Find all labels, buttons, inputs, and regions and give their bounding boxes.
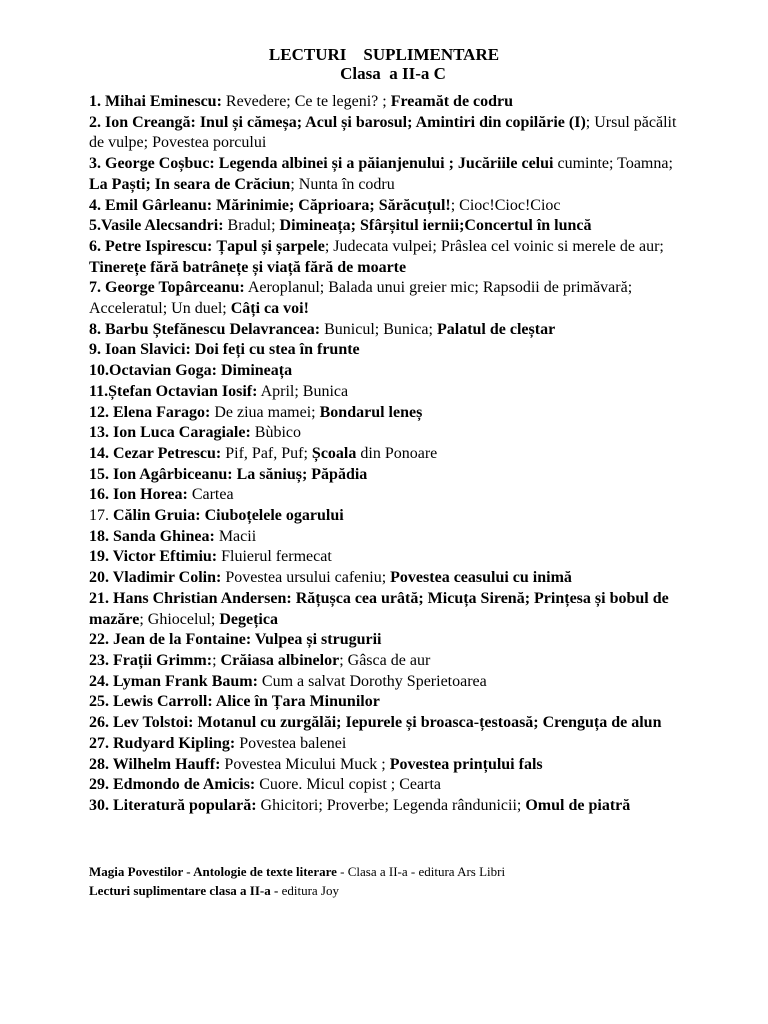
list-item-text: Dimineața; Sfârșitul iernii;Concertul în luncă: [279, 217, 592, 235]
list-item-text: ; Judecata vulpei; Prâslea cel voinic si merele de aur;: [324, 237, 664, 255]
footer-line: [89, 862, 709, 881]
footer-line-text: Magia Povestilor - Antologie de texte literare: [89, 864, 337, 879]
list-item-text: Povestea ceasului cu inimă: [390, 569, 572, 587]
list-item-text: 4. Emil Gârleanu:: [89, 196, 213, 214]
list-item-text: 27. Rudyard Kipling:: [89, 734, 236, 752]
footer-line-text: - Clasa a II-a - editura Ars Libri: [336, 864, 506, 879]
list-item-text: 20. Vladimir Colin:: [89, 569, 222, 587]
list-item-text: 11.Ștefan Octavian Iosif:: [89, 382, 258, 400]
list-item-text: Revedere; Ce te legeni? ;: [221, 93, 391, 110]
list-item-text: Povestea Micului Muck ;: [220, 755, 390, 773]
list-item-text: Cartea: [187, 486, 234, 504]
footer: [89, 862, 709, 900]
list-item-text: Bradul;: [223, 217, 280, 235]
list-item-text: Mărinimie; Căprioara; Sărăcuțul!: [212, 196, 451, 214]
list-item-text: ; Nunta în codru: [290, 175, 395, 193]
list-item-text: 8. Barbu Ștefănescu Delavrancea:: [89, 320, 321, 338]
list-item-text: 3. George Coșbuc:: [89, 155, 215, 173]
list-item-text: Călin Gruia:: [113, 507, 201, 525]
list-item-text: 6. Petre Ispirescu:: [89, 237, 213, 255]
list-item-text: 29. Edmondo de Amicis:: [89, 776, 256, 794]
list-item: [89, 755, 689, 776]
list-item-text: ; Cioc!Cioc!Cioc: [450, 196, 561, 214]
page-title: LECTURI SUPLIMENTARE: [268, 45, 500, 64]
list-item-text: Freamăt de codru: [390, 93, 514, 110]
list-item-text: Motanul cu zurgălăi; Iepurele și broasca-țestoasă; Crenguța de alun: [193, 714, 662, 732]
list-item-text: 26. Lev Tolstoi:: [89, 714, 194, 732]
list-item-text: 18. Sanda Ghinea:: [89, 527, 215, 545]
list-item: [89, 196, 689, 217]
list-item-text: De ziua mamei;: [210, 403, 320, 421]
list-item-text: 10.Octavian Goga:: [89, 362, 217, 380]
list-item-text: April; Bunica: [257, 382, 349, 400]
list-item-text: Bondarul leneș: [319, 403, 423, 421]
list-item-text: 7. George Topârceanu:: [89, 279, 245, 297]
list-item-text: 15. Ion Agârbiceanu:: [89, 465, 233, 483]
list-item-text: 14. Cezar Petrescu:: [89, 444, 222, 462]
list-item-text: ; Ghiocelul;: [139, 610, 220, 628]
list-item-text: 13. Ion Luca Caragiale:: [89, 424, 251, 442]
list-item-text: Crăiasa albinelor: [220, 651, 340, 669]
list-item: [89, 361, 689, 382]
footer-line-text: editura Joy: [281, 883, 339, 898]
list-item-text: din Ponoare: [356, 444, 438, 462]
list-item: [89, 154, 689, 195]
list-item: [89, 672, 689, 693]
list-item-text: 22. Jean de la Fontaine:: [89, 631, 252, 649]
list-item-text: Vulpea și strugurii: [251, 631, 382, 649]
list-item: [89, 589, 689, 630]
list-item-text: 16. Ion Horea:: [89, 486, 188, 504]
list-item-text: 9. Ioan Slavici:: [89, 341, 191, 359]
list-item: [89, 216, 689, 237]
list-item-text: La Paști; In seara de Crăciun: [89, 175, 291, 193]
list-item-text: Degețica: [219, 610, 278, 628]
list-item: [89, 630, 689, 651]
list-item-text: 17.: [89, 507, 113, 525]
list-item-text: Omul de piatră: [525, 796, 631, 814]
list-item-text: 25. Lewis Carroll:: [89, 693, 213, 711]
list-item-text: Tinerețe fără batrânețe și viață fără de moarte: [89, 258, 407, 276]
footer-line: [89, 881, 709, 900]
list-item-text: Câți ca voi!: [230, 300, 309, 318]
list-item-text: 28. Wilhelm Hauff:: [89, 755, 221, 773]
list-item-text: Povestea prințului fals: [389, 755, 543, 773]
list-item: [89, 382, 689, 403]
list-item-text: Povestea balenei: [235, 734, 347, 752]
list-item-text: Bùbico: [250, 424, 301, 442]
list-item: [89, 403, 689, 424]
list-item-text: Alice în Țara Minunilor: [212, 693, 380, 711]
list-item: [89, 506, 689, 527]
list-item-text: Rățușca cea urâtă; Micuța Sirenă; Prințesa și bobul de mazăre: [89, 589, 669, 628]
list-item: [89, 713, 689, 734]
list-item-text: Școala: [311, 444, 357, 462]
list-item-text: 30. Literatură populară:: [89, 796, 257, 814]
list-item: [89, 320, 689, 341]
list-item-text: 2. Ion Creangă:: [89, 113, 196, 131]
list-item-text: 23. Frații Grimm:: [89, 651, 213, 669]
list-item: [89, 651, 689, 672]
list-item-text: Aeroplanul; Balada unui greier mic; Rapsodii de primăvară; Acceleratul; Un duel;: [89, 279, 633, 318]
list-item-text: 21. Hans Christian Andersen:: [89, 589, 292, 607]
reading-list: [89, 92, 689, 817]
list-item-text: Ghicitori; Proverbe; Legenda rândunicii;: [256, 796, 526, 814]
list-item: [89, 444, 689, 465]
list-item-text: Ciuboțelele ogarului: [200, 507, 344, 525]
list-item-text: 19. Victor Eftimiu:: [89, 548, 218, 566]
list-item: [89, 237, 689, 278]
list-item-text: Palatul de cleștar: [436, 320, 556, 338]
header: [0, 45, 768, 83]
footer-line-text: Lecturi suplimentare clasa a II-a -: [89, 883, 282, 898]
list-item-text: Dimineața: [217, 362, 293, 380]
list-item-text: cuminte; Toamna;: [553, 155, 673, 173]
list-item-text: Povestea ursului cafeniu;: [221, 569, 391, 587]
page-subtitle: Clasa a II-a C: [340, 64, 446, 83]
list-item: [89, 465, 689, 486]
list-item: [89, 775, 689, 796]
list-item-text: Pif, Paf, Puf;: [221, 444, 312, 462]
list-item-text: ; Gâsca de aur: [339, 651, 431, 669]
list-item: [89, 485, 689, 506]
list-item: [89, 527, 689, 548]
list-item-text: Doi feți cu stea în frunte: [190, 341, 360, 359]
list-item-text: 5.Vasile Alecsandri:: [89, 217, 224, 235]
list-item: [89, 734, 689, 755]
list-item: [89, 796, 689, 817]
list-item-text: Țapul și șarpele: [212, 237, 325, 255]
list-item-text: Fluierul fermecat: [217, 548, 332, 566]
list-item-text: Cuore. Micul copist ; Cearta: [255, 776, 441, 794]
list-item: [89, 92, 689, 113]
list-item: [89, 568, 689, 589]
list-item-text: 1. Mihai Eminescu:: [89, 93, 222, 110]
list-item-text: 24. Lyman Frank Baum:: [89, 672, 258, 690]
list-item: [89, 547, 689, 568]
list-item-text: ; Ursul păcălit de vulpe; Povestea porcului: [89, 113, 677, 152]
list-item-text: Cum a salvat Dorothy Sperietoarea: [257, 672, 487, 690]
list-item: [89, 423, 689, 444]
list-item-text: 12. Elena Farago:: [89, 403, 211, 421]
list-item: [89, 113, 689, 154]
list-item-text: La săniuș; Păpădia: [232, 465, 368, 483]
list-item: [89, 340, 689, 361]
list-item: [89, 278, 689, 319]
list-item-text: Bunicul; Bunica;: [320, 320, 437, 338]
list-item-text: Legenda albinei și a păianjenului ; Jucăriile celui: [214, 155, 554, 173]
list-item-text: ;: [212, 651, 221, 669]
list-item-text: Inul și cămeșa; Acul și barosul; Amintiri din copilărie (I): [195, 113, 586, 131]
list-item-text: Macii: [214, 527, 257, 545]
list-item: [89, 692, 689, 713]
